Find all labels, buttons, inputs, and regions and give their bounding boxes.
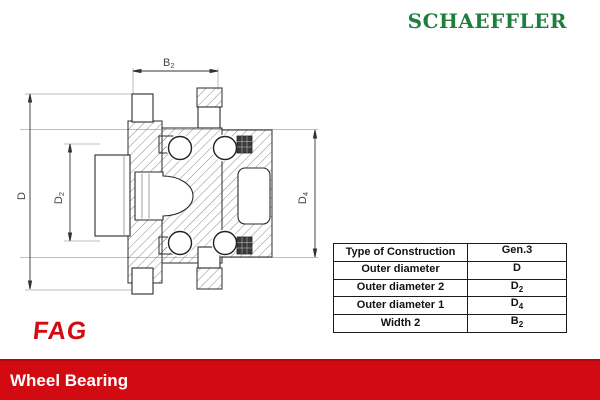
dimension-d bbox=[28, 94, 31, 289]
label-d2: D2 bbox=[53, 191, 66, 205]
outer-flange-bottom-section bbox=[197, 268, 222, 289]
bolt-hole-top bbox=[198, 107, 220, 128]
wheel-stud-bottom bbox=[132, 268, 153, 294]
table-row bbox=[334, 244, 567, 262]
dimension-d4 bbox=[313, 130, 316, 257]
spec-label: Outer diameter 1 bbox=[334, 297, 468, 315]
spec-label: Outer diameter 2 bbox=[334, 279, 468, 297]
dimension-d2 bbox=[68, 144, 71, 241]
outer-ring-cavity bbox=[238, 168, 270, 224]
page-title: Wheel Bearing bbox=[10, 370, 129, 390]
spec-value: Gen.3 bbox=[468, 244, 567, 262]
spec-label: Type of Construction bbox=[334, 244, 468, 262]
schaeffler-logo: SCHAEFFLER bbox=[407, 9, 567, 33]
footer-bar bbox=[0, 359, 600, 400]
spec-value: $B_2$ bbox=[468, 315, 567, 333]
spec-label: Width 2 bbox=[334, 315, 468, 333]
table-row bbox=[334, 315, 567, 333]
ball-top-left bbox=[169, 137, 192, 160]
spec-value: $D_4$ bbox=[468, 297, 567, 315]
ball-bottom-left bbox=[169, 232, 192, 255]
outer-flange-top-section bbox=[197, 88, 222, 107]
table-row bbox=[334, 261, 567, 279]
spec-value: D bbox=[468, 261, 567, 279]
label-d4: D4 bbox=[297, 191, 310, 205]
hub-pilot bbox=[95, 155, 130, 236]
ball-bottom-right bbox=[214, 232, 237, 255]
spec-value: $D_2$ bbox=[468, 279, 567, 297]
table-row bbox=[334, 279, 567, 297]
wheel-stud-top bbox=[132, 94, 153, 122]
table-row bbox=[334, 297, 567, 315]
fag-logo: FAG bbox=[31, 317, 89, 345]
spec-label: Outer diameter bbox=[334, 261, 468, 279]
label-d: D bbox=[16, 192, 28, 200]
ball-top-right bbox=[214, 137, 237, 160]
label-b2: B2 bbox=[163, 57, 175, 70]
spec-table bbox=[333, 243, 567, 333]
dimension-b2 bbox=[133, 69, 218, 72]
